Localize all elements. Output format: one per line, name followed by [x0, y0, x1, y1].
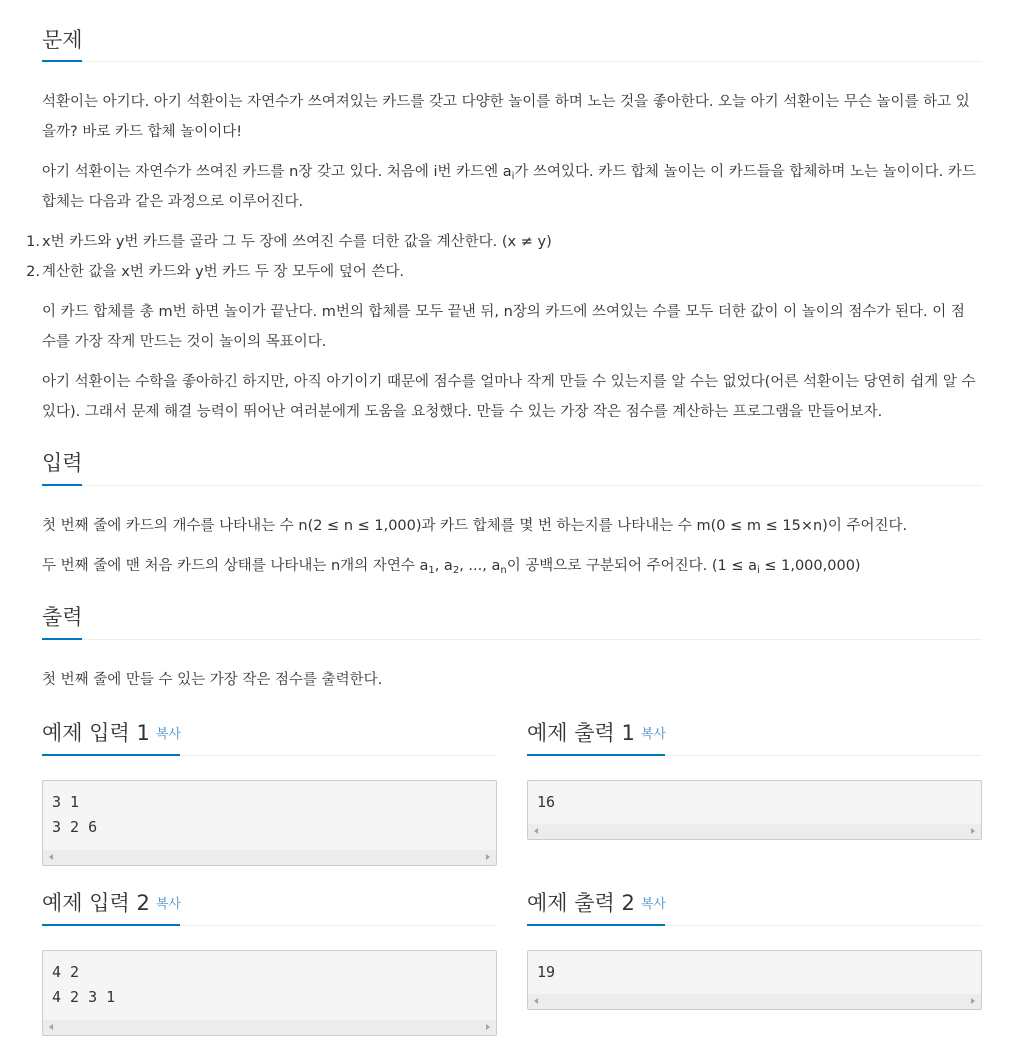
scroll-left-arrow-icon[interactable]	[534, 828, 538, 834]
problem-paragraph-2: 아기 석환이는 자연수가 쓰여진 카드를 n장 갖고 있다. 처음에 i번 카드엔 $a_i$가 쓰여있다. 카드 합체 놀이는 이 카드들을 합체하며 노는 놀이이다. 카드 합체는 다음과 같은 과정으로 이루어진다.	[42, 164, 976, 210]
horizontal-scrollbar[interactable]	[43, 1020, 496, 1035]
sample-output-1-title	[527, 719, 666, 749]
step-text: x번 카드와 y번 카드를 골라 그 두 장에 쓰여진 수를 더한 값을 계산한다. (x ≠ y)	[42, 234, 552, 250]
input-title-rule	[82, 485, 982, 486]
sample-output-2-label: 예제 출력 2	[527, 891, 635, 915]
sample-input-2-underline	[42, 924, 180, 926]
sample-input-1-box	[42, 780, 497, 866]
step-item-1	[0, 227, 552, 257]
sample-input-2-text: 4 2 4 2 3 1	[52, 963, 116, 1006]
sample-input-2-box	[42, 950, 497, 1036]
step-number: 2.	[26, 264, 40, 280]
horizontal-scrollbar[interactable]	[528, 994, 981, 1009]
input-title: 입력	[42, 451, 83, 475]
problem-paragraph-1: 석환이는 아기다. 아기 석환이는 자연수가 쓰여져있는 카드를 갖고 다양한 놀이를 하며 노는 것을 좋아한다. 오늘 아기 석환이는 무슨 놀이를 하고 있을까? 바로 카드 합체 놀이이다!	[42, 94, 970, 140]
step-item-2	[0, 257, 404, 287]
problem-title-rule	[82, 61, 982, 62]
scroll-left-arrow-icon[interactable]	[534, 998, 538, 1004]
scroll-right-arrow-icon[interactable]	[971, 998, 975, 1004]
step-number: 1.	[26, 234, 40, 250]
input-paragraph-2: 두 번째 줄에 맨 처음 카드의 상태를 나타내는 n개의 자연수 $a_1$, $a_2$, ..., $a_n$이 공백으로 구분되어 주어진다. $(1 \le a_i \le 1,000,000)$	[42, 558, 861, 576]
sample-output-1-box	[527, 780, 982, 840]
input-title-underline	[42, 484, 82, 486]
scroll-right-arrow-icon[interactable]	[971, 828, 975, 834]
problem-title-underline	[42, 60, 82, 62]
sample-output-1-underline	[527, 754, 665, 756]
output-title-underline	[42, 638, 82, 640]
sample-output-2-text: 19	[537, 963, 556, 981]
sample-output-2-box	[527, 950, 982, 1010]
output-title: 출력	[42, 605, 83, 629]
sample-output-1-label: 예제 출력 1	[527, 721, 635, 745]
scroll-right-arrow-icon[interactable]	[486, 1024, 490, 1030]
problem-paragraph-4: 아기 석환이는 수학을 좋아하긴 하지만, 아직 아기이기 때문에 점수를 얼마나 작게 만들 수 있는지를 알 수는 없었다(어른 석환이는 당연히 쉽게 알 수 있다). 그래서 문제 해결 능력이 뛰어난 여러분에게 도움을 요청했다. 만들 수 있는 가장 작은 점수를 계산하는 프로그램을 만들어보자.	[42, 374, 976, 420]
scroll-left-arrow-icon[interactable]	[49, 854, 53, 860]
step-text: 계산한 값을 x번 카드와 y번 카드 두 장 모두에 덮어 쓴다.	[42, 264, 405, 280]
copy-sample-output-1-link[interactable]: 복사	[640, 727, 666, 742]
horizontal-scrollbar[interactable]	[43, 850, 496, 865]
sample-output-1-text: 16	[537, 793, 556, 811]
sample-input-1-text: 3 1 3 2 6	[52, 793, 98, 836]
copy-sample-input-2-link[interactable]: 복사	[155, 897, 181, 912]
sample-input-1-label: 예제 입력 1	[42, 721, 150, 745]
output-title-rule	[82, 639, 982, 640]
sample-input-1-underline	[42, 754, 180, 756]
copy-sample-input-1-link[interactable]: 복사	[155, 727, 181, 742]
sample-input-2-title	[42, 889, 181, 919]
sample-output-1-rule	[665, 755, 982, 756]
sample-output-2-title	[527, 889, 666, 919]
sample-input-1-rule	[180, 755, 497, 756]
sample-output-2-underline	[527, 924, 665, 926]
scroll-right-arrow-icon[interactable]	[486, 854, 490, 860]
horizontal-scrollbar[interactable]	[528, 824, 981, 839]
scroll-left-arrow-icon[interactable]	[49, 1024, 53, 1030]
sample-output-2-rule	[665, 925, 982, 926]
problem-paragraph-3: 이 카드 합체를 총 m번 하면 놀이가 끝난다. m번의 합체를 모두 끝낸 뒤, n장의 카드에 쓰여있는 수를 모두 더한 값이 이 놀이의 점수가 된다. 이 점수를 가장 작게 만드는 것이 놀이의 목표이다.	[42, 304, 965, 350]
problem-title: 문제	[42, 28, 83, 52]
sample-input-2-label: 예제 입력 2	[42, 891, 150, 915]
input-paragraph-1: 첫 번째 줄에 카드의 개수를 나타내는 수 n(2 ≤ n ≤ 1,000)과 카드 합체를 몇 번 하는지를 나타내는 수 m(0 ≤ m ≤ 15×n)이 주어진다.	[42, 518, 908, 534]
copy-sample-output-2-link[interactable]: 복사	[640, 897, 666, 912]
sample-input-2-rule	[180, 925, 497, 926]
sample-input-1-title	[42, 719, 181, 749]
output-paragraph-1: 첫 번째 줄에 만들 수 있는 가장 작은 점수를 출력한다.	[42, 672, 383, 688]
